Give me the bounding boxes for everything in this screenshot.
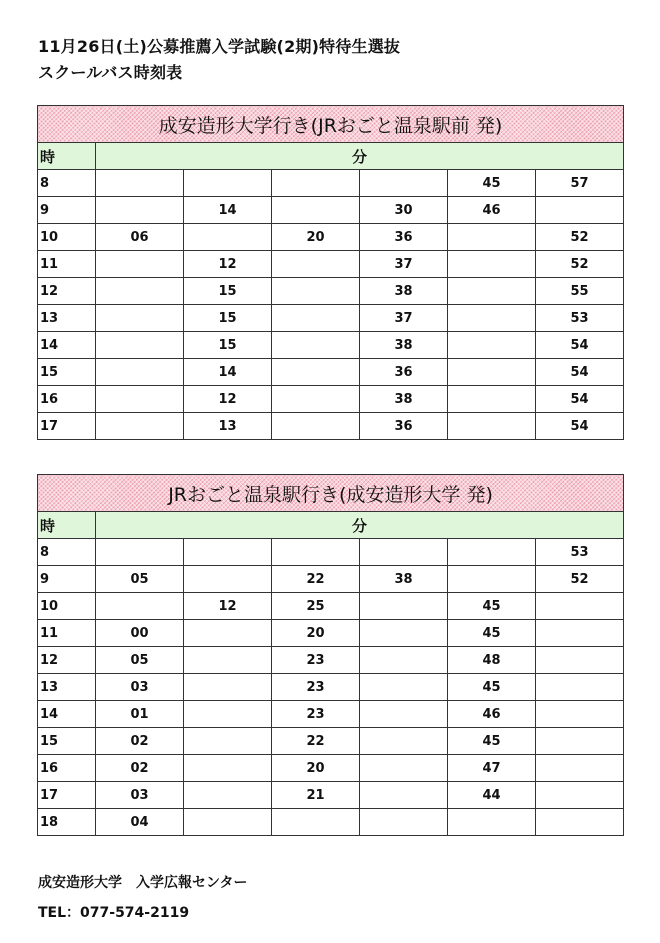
minute-cell: 20 (272, 224, 360, 251)
hour-cell: 18 (38, 809, 96, 836)
table-row (38, 593, 624, 620)
hour-cell: 15 (38, 359, 96, 386)
table-row (38, 278, 624, 305)
minute-cell (272, 278, 360, 305)
table-row (38, 170, 624, 197)
minute-cell: 36 (360, 359, 448, 386)
minute-cell (272, 539, 360, 566)
minute-cell: 46 (448, 197, 536, 224)
minute-cell: 55 (536, 278, 624, 305)
minute-cell (184, 539, 272, 566)
minute-cell: 45 (448, 674, 536, 701)
minute-cell (96, 332, 184, 359)
table-row (38, 539, 624, 566)
minute-cell: 23 (272, 701, 360, 728)
minute-cell: 13 (184, 413, 272, 440)
minute-cell (536, 647, 624, 674)
minute-cell: 06 (96, 224, 184, 251)
table-row (38, 197, 624, 224)
minute-cell: 03 (96, 674, 184, 701)
minute-cell (360, 809, 448, 836)
minute-cell: 15 (184, 305, 272, 332)
minute-cell: 02 (96, 728, 184, 755)
minute-cell (184, 755, 272, 782)
minute-cell (272, 413, 360, 440)
minute-cell: 38 (360, 278, 448, 305)
minute-cell: 04 (96, 809, 184, 836)
minute-cell (184, 809, 272, 836)
timetable-banner (38, 475, 624, 512)
minute-cell (272, 386, 360, 413)
minute-cell (448, 224, 536, 251)
page-title: 11月26日(土)公募推薦入学試験(2期)特待生選抜 (38, 37, 401, 56)
minute-cell (536, 197, 624, 224)
minute-cell (360, 647, 448, 674)
minute-cell: 20 (272, 755, 360, 782)
minute-cell (96, 386, 184, 413)
minute-cell: 25 (272, 593, 360, 620)
page-subtitle: スクールバス時刻表 (38, 63, 183, 82)
hour-cell: 16 (38, 386, 96, 413)
minute-cell: 15 (184, 332, 272, 359)
hour-cell: 12 (38, 278, 96, 305)
minute-cell: 38 (360, 566, 448, 593)
minute-cell (272, 359, 360, 386)
minute-cell (360, 782, 448, 809)
minute-cell (96, 278, 184, 305)
minute-cell: 54 (536, 359, 624, 386)
minute-cell (536, 701, 624, 728)
minute-cell (536, 728, 624, 755)
minute-cell (448, 386, 536, 413)
minute-cell (448, 278, 536, 305)
table-row (38, 413, 624, 440)
minute-cell (96, 305, 184, 332)
minute-cell (448, 251, 536, 278)
minute-cell: 14 (184, 359, 272, 386)
table-row (38, 359, 624, 386)
hour-cell: 13 (38, 674, 96, 701)
minute-cell: 23 (272, 647, 360, 674)
hour-cell: 14 (38, 332, 96, 359)
minute-cell (272, 305, 360, 332)
minute-cell: 38 (360, 386, 448, 413)
minute-cell: 57 (536, 170, 624, 197)
timetable-to-station (37, 474, 624, 836)
hour-cell: 14 (38, 701, 96, 728)
minute-cell (184, 782, 272, 809)
timetable-header-row (38, 512, 624, 539)
minute-cell: 45 (448, 620, 536, 647)
minute-cell (184, 728, 272, 755)
hour-cell: 17 (38, 782, 96, 809)
timetable-banner-text: 成安造形大学行き(JRおごと温泉駅前 発) (38, 106, 624, 143)
minute-cell: 01 (96, 701, 184, 728)
minute-cell (448, 413, 536, 440)
minute-cell: 38 (360, 332, 448, 359)
minute-cell (360, 674, 448, 701)
hour-cell: 11 (38, 620, 96, 647)
minute-cell: 37 (360, 251, 448, 278)
timetable-banner (38, 106, 624, 143)
minute-cell (448, 305, 536, 332)
table-row (38, 782, 624, 809)
minute-cell: 52 (536, 251, 624, 278)
minute-cell (272, 332, 360, 359)
minute-cell (448, 332, 536, 359)
hour-cell: 8 (38, 539, 96, 566)
minute-cell (360, 539, 448, 566)
footer-organization: 成安造形大学 入学広報センター (38, 875, 248, 891)
minute-cell (184, 566, 272, 593)
minute-cell: 52 (536, 224, 624, 251)
minute-cell (96, 539, 184, 566)
minute-cell: 45 (448, 593, 536, 620)
minute-cell (360, 701, 448, 728)
minute-cell (536, 674, 624, 701)
minute-cell: 36 (360, 413, 448, 440)
minute-cell: 12 (184, 593, 272, 620)
minute-cell (448, 539, 536, 566)
minute-cell (96, 413, 184, 440)
minute-cell: 52 (536, 566, 624, 593)
minute-cell (536, 809, 624, 836)
hour-cell: 17 (38, 413, 96, 440)
minute-cell (272, 809, 360, 836)
minute-cell: 22 (272, 566, 360, 593)
table-row (38, 386, 624, 413)
minute-cell: 37 (360, 305, 448, 332)
minute-cell: 14 (184, 197, 272, 224)
minute-cell: 45 (448, 728, 536, 755)
minute-cell (96, 251, 184, 278)
minute-cell: 44 (448, 782, 536, 809)
minute-cell (272, 170, 360, 197)
minute-cell: 03 (96, 782, 184, 809)
hour-column-header: 時 (38, 512, 96, 539)
table-row (38, 728, 624, 755)
timetable-banner-text: JRおごと温泉駅行き(成安造形大学 発) (38, 475, 624, 512)
table-row (38, 701, 624, 728)
minute-cell: 36 (360, 224, 448, 251)
table-row (38, 566, 624, 593)
hour-column-header: 時 (38, 143, 96, 170)
minute-cell: 21 (272, 782, 360, 809)
minute-cell: 00 (96, 620, 184, 647)
minute-cell (184, 620, 272, 647)
minute-cell (360, 620, 448, 647)
minute-cell (360, 593, 448, 620)
minute-cell (96, 359, 184, 386)
table-row (38, 755, 624, 782)
table-row (38, 647, 624, 674)
table-row (38, 620, 624, 647)
hour-cell: 9 (38, 197, 96, 224)
minute-cell (96, 197, 184, 224)
minute-column-header: 分 (96, 512, 624, 539)
minute-cell (536, 620, 624, 647)
minute-cell (536, 755, 624, 782)
minute-cell (360, 170, 448, 197)
minute-cell (360, 755, 448, 782)
hour-cell: 16 (38, 755, 96, 782)
minute-cell: 15 (184, 278, 272, 305)
minute-cell: 30 (360, 197, 448, 224)
minute-cell (272, 251, 360, 278)
minute-cell: 12 (184, 386, 272, 413)
minute-cell (96, 170, 184, 197)
hour-cell: 9 (38, 566, 96, 593)
minute-cell (184, 647, 272, 674)
minute-cell: 53 (536, 539, 624, 566)
footer-phone: TEL：077-574-2119 (38, 905, 190, 921)
table-row (38, 674, 624, 701)
minute-cell: 54 (536, 332, 624, 359)
minute-cell: 54 (536, 413, 624, 440)
timetable-header-row (38, 143, 624, 170)
minute-cell: 54 (536, 386, 624, 413)
hour-cell: 8 (38, 170, 96, 197)
minute-cell: 05 (96, 566, 184, 593)
minute-cell (360, 728, 448, 755)
minute-cell (184, 224, 272, 251)
table-row (38, 251, 624, 278)
minute-cell: 02 (96, 755, 184, 782)
minute-cell (448, 566, 536, 593)
minute-cell: 22 (272, 728, 360, 755)
minute-cell: 12 (184, 251, 272, 278)
hour-cell: 11 (38, 251, 96, 278)
timetable-to-university (37, 105, 624, 440)
minute-cell: 05 (96, 647, 184, 674)
minute-cell (184, 701, 272, 728)
minute-cell: 47 (448, 755, 536, 782)
minute-cell (184, 674, 272, 701)
minute-cell (448, 359, 536, 386)
minute-cell (448, 809, 536, 836)
minute-cell (184, 170, 272, 197)
hour-cell: 10 (38, 224, 96, 251)
table-row (38, 809, 624, 836)
minute-cell: 46 (448, 701, 536, 728)
table-row (38, 305, 624, 332)
table-row (38, 332, 624, 359)
hour-cell: 13 (38, 305, 96, 332)
minute-cell (96, 593, 184, 620)
minute-column-header: 分 (96, 143, 624, 170)
minute-cell (536, 782, 624, 809)
minute-cell: 48 (448, 647, 536, 674)
hour-cell: 15 (38, 728, 96, 755)
minute-cell: 53 (536, 305, 624, 332)
hour-cell: 12 (38, 647, 96, 674)
minute-cell: 45 (448, 170, 536, 197)
minute-cell (536, 593, 624, 620)
hour-cell: 10 (38, 593, 96, 620)
minute-cell: 20 (272, 620, 360, 647)
table-row (38, 224, 624, 251)
minute-cell: 23 (272, 674, 360, 701)
minute-cell (272, 197, 360, 224)
